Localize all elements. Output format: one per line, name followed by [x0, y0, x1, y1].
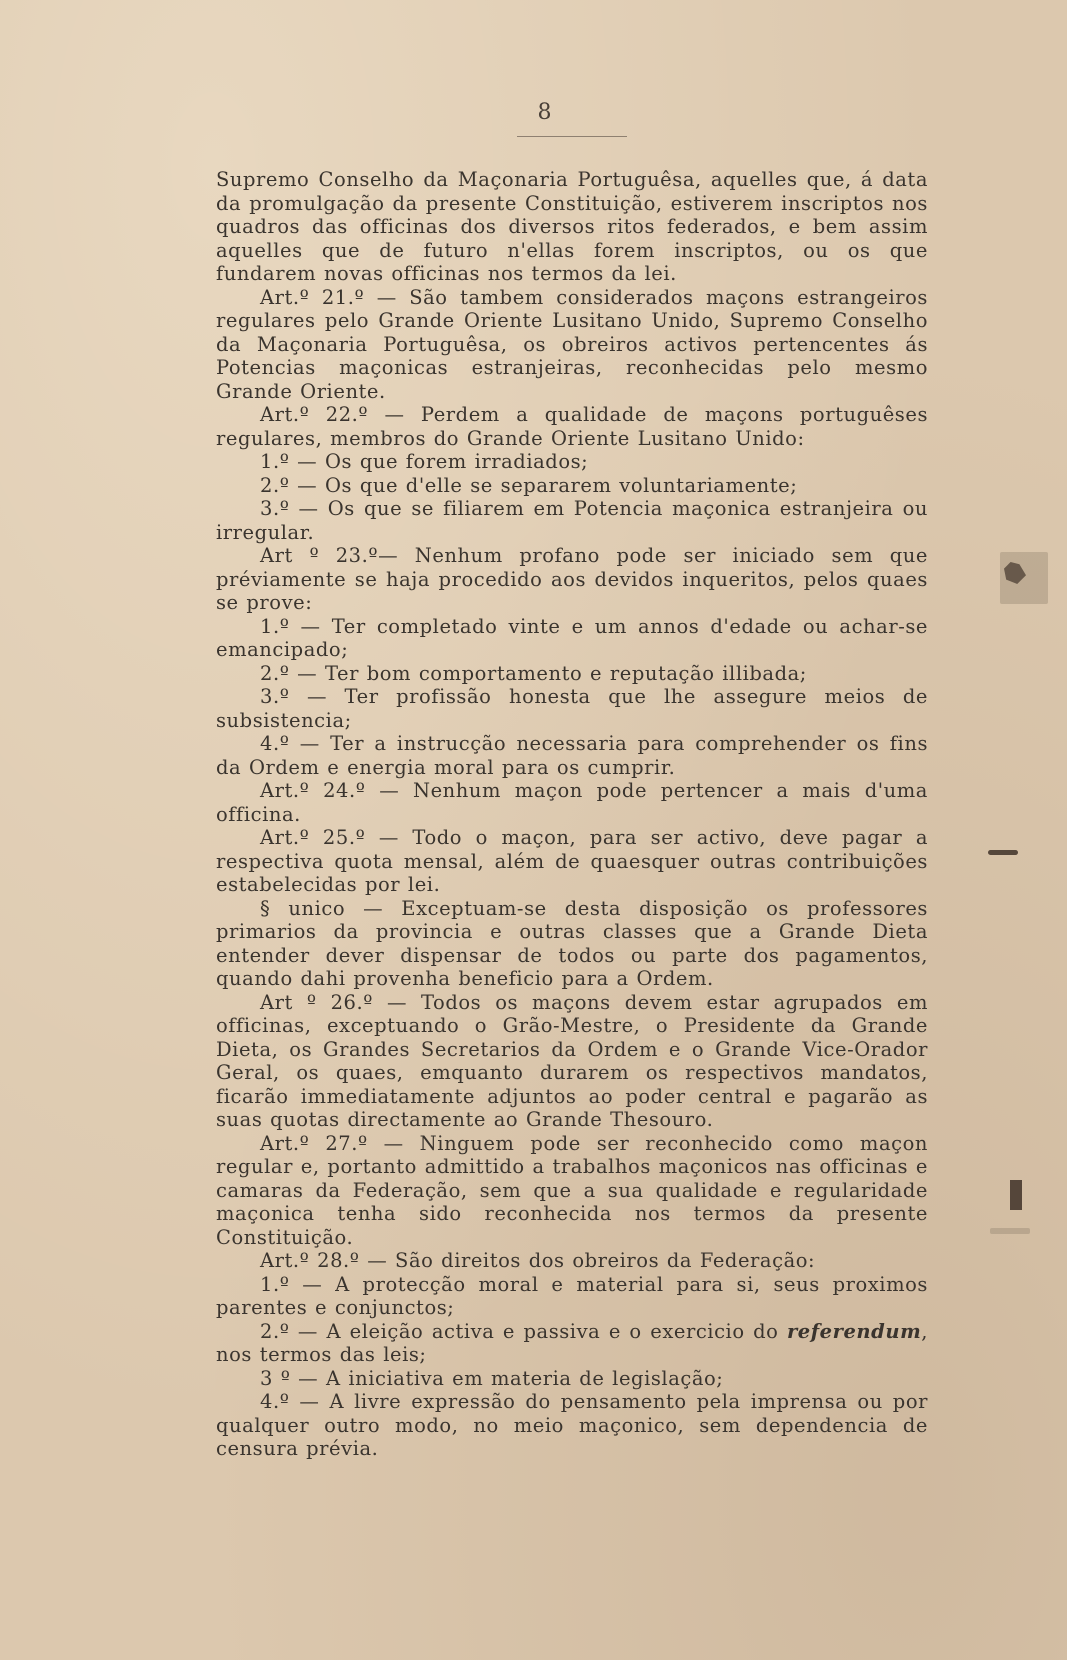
- article-23-item-1: 1.º — Ter completado vinte e um annos d'edade ou achar-se emancipado;: [216, 614, 928, 661]
- referendum-emphasis: referendum: [786, 1319, 922, 1343]
- article-22-item-2: 2.º — Os que d'elle se separarem voluntariamente;: [260, 473, 798, 497]
- article-21: Art.º 21.º — São tambem considerados maçons estrangeiros regulares pelo Grande Oriente Lusitano Unido, Supremo Conselho da Maçonaria Portuguêsa, os obreiros activos pertencentes ás Potencias maçonicas estranjeiras, reconhecidas pelo mesmo Grande Oriente.: [216, 285, 928, 403]
- article-23-item-3: 3.º — Ter profissão honesta que lhe assegure meios de subsistencia;: [216, 685, 928, 732]
- article-25-sole-paragraph: § unico — Exceptuam-se desta disposição os professores primarios da provincia e outras classes que a Grande Dieta entender dever dispensar de todos ou parte dos pagamentos, quando dahi provenha beneficio para a Ordem.: [216, 896, 928, 990]
- article-22: Art.º 22.º — Perdem a qualidade de maçons portuguêses regulares, membros do Grande Oriente Lusitano Unido:: [216, 403, 928, 450]
- header-rule: [517, 136, 627, 137]
- item-2-text-after: , nos termos das leis;: [216, 1319, 928, 1366]
- item-2-text-before: 2.º — A eleição activa e passiva e o exercicio do: [260, 1319, 787, 1343]
- article-27: Art.º 27.º — Ninguem pode ser reconhecido como maçon regular e, portanto admittido a trabalhos maçonicos nas officinas e camaras da Federação, sem que a sua qualidade e regularidade maçonica tenha sido reconhecida nos termos da presente Constituição.: [216, 1131, 928, 1249]
- paragraph-continuation: Supremo Conselho da Maçonaria Portuguêsa, aquelles que, á data da promulgação da presente Constituição, estiverem inscriptos nos quadros das officinas dos diversos ritos federados, e bem assim aquelles que de futuro n'ellas forem inscriptos, ou os que fundarem novas officinas nos termos da lei.: [216, 168, 928, 285]
- margin-blot: [990, 1228, 1030, 1234]
- article-23-item-4: 4.º — Ter a instrucção necessaria para comprehender os fins da Ordem e energia moral para os cumprir.: [216, 732, 928, 779]
- article-26: Art º 26.º — Todos os maçons devem estar agrupados em officinas, exceptuando o Grão-Mestre, o Presidente da Grande Dieta, os Grandes Secretarios da Ordem e o Grande Vice-Orador Geral, os quaes, emquanto durarem os respectivos mandatos, ficarão immediatamente adjuntos ao poder central e pagarão as suas quotas directamente ao Grande Thesouro.: [216, 990, 928, 1131]
- article-28-item-3: 3 º — A iniciativa em materia de legislação;: [260, 1366, 724, 1390]
- article-28-item-4: 4.º — A livre expressão do pensamento pela imprensa ou por qualquer outro modo, no meio maçonico, sem dependencia de censura prévia.: [216, 1390, 928, 1460]
- article-24: Art.º 24.º — Nenhum maçon pode pertencer a mais d'uma officina.: [216, 779, 928, 826]
- article-25: Art.º 25.º — Todo o maçon, para ser activo, deve pagar a respectiva quota mensal, além de quaesquer outras contribuições estabelecidas por lei.: [216, 826, 928, 896]
- margin-speck: [988, 850, 1018, 855]
- article-28-item-1: 1.º — A protecção moral e material para si, seus proximos parentes e conjunctos;: [216, 1272, 928, 1319]
- article-22-item-3: 3.º — Os que se filiarem em Potencia maçonica estranjeira ou irregular.: [216, 497, 928, 544]
- article-22-item-1: 1.º — Os que forem irradiados;: [260, 450, 589, 473]
- article-28-item-2: [216, 1320, 928, 1367]
- margin-blot: [1000, 552, 1048, 604]
- page-number: 8: [537, 100, 552, 125]
- article-23: Art º 23.º— Nenhum profano pode ser iniciado sem que préviamente se haja procedido aos devidos inqueritos, pelos quaes se prove:: [216, 544, 928, 614]
- article-28: Art.º 28.º — São direitos dos obreiros da Federação:: [260, 1249, 816, 1272]
- article-text: [216, 168, 928, 1461]
- margin-speck: [1010, 1180, 1022, 1210]
- article-23-item-2: 2.º — Ter bom comportamento e reputação illibada;: [260, 661, 807, 685]
